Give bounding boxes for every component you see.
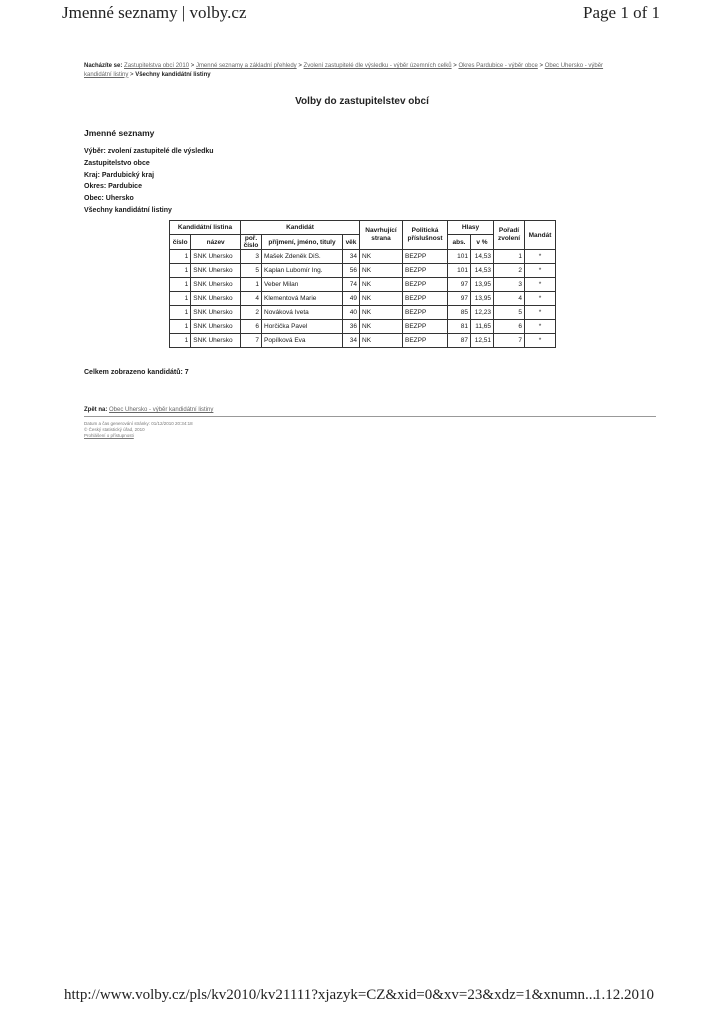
cell-cislo: 1 xyxy=(170,278,191,292)
cell-pct: 12,51 xyxy=(471,334,494,348)
cell-nazev: SNK Uhersko xyxy=(191,334,241,348)
info-line-obec: Obec: Uhersko xyxy=(84,195,134,203)
cell-jmeno: Klementová Marie xyxy=(262,292,343,306)
cell-cislo: 1 xyxy=(170,292,191,306)
page-meta xyxy=(84,421,193,439)
print-header-page: Page 1 of 1 xyxy=(583,3,660,22)
cell-abs: 101 xyxy=(448,264,471,278)
candidate-count-label: Celkem zobrazeno kandidátů: xyxy=(84,369,183,376)
cell-jmeno: Veber Milan xyxy=(262,278,343,292)
cell-vek: 40 xyxy=(343,306,360,320)
cell-por: 6 xyxy=(241,320,262,334)
cell-pct: 11,65 xyxy=(471,320,494,334)
cell-strana: NK xyxy=(360,334,403,348)
cell-vek: 34 xyxy=(343,334,360,348)
breadcrumb xyxy=(84,62,604,79)
cell-abs: 97 xyxy=(448,278,471,292)
info-line-vyber: Výběr: zvolení zastupitelé dle výsledku xyxy=(84,148,214,155)
cell-nazev: SNK Uhersko xyxy=(191,320,241,334)
breadcrumb-link-obec[interactable]: Obec Uhersko - výběr kandidátní listiny xyxy=(84,63,604,78)
cell-prislusnost: BEZPP xyxy=(403,306,448,320)
breadcrumb-current: Všechny kandidátní listiny xyxy=(135,71,211,78)
cell-nazev: SNK Uhersko xyxy=(191,292,241,306)
cell-prislusnost: BEZPP xyxy=(403,320,448,334)
cell-abs: 101 xyxy=(448,250,471,264)
table-row xyxy=(170,250,556,264)
breadcrumb-separator: > xyxy=(453,63,457,69)
info-line-okres: Okres: Pardubice xyxy=(84,183,142,191)
candidate-count-value: 7 xyxy=(184,369,189,376)
cell-mandat: * xyxy=(525,320,556,334)
header-politicka-prislusnost: Politická příslušnost xyxy=(403,221,448,250)
cell-jmeno: Popílková Eva xyxy=(262,334,343,348)
header-kandidatni-listina: Kandidátní listina xyxy=(170,221,241,235)
table-row xyxy=(170,278,556,292)
cell-mandat: * xyxy=(525,334,556,348)
cell-cislo: 1 xyxy=(170,320,191,334)
cell-cislo: 1 xyxy=(170,250,191,264)
header-hlasy: Hlasy xyxy=(448,221,494,235)
cell-vek: 74 xyxy=(343,278,360,292)
cell-por: 4 xyxy=(241,292,262,306)
info-line-zastupitelstvo: Zastupitelstvo obce xyxy=(84,159,150,167)
header-poradi-zvoleni: Pořadí zvolení xyxy=(494,221,525,250)
cell-mandat: * xyxy=(525,278,556,292)
cell-prislusnost: BEZPP xyxy=(403,334,448,348)
cell-abs: 97 xyxy=(448,292,471,306)
cell-pct: 12,23 xyxy=(471,306,494,320)
header-mandat: Mandát xyxy=(525,221,556,250)
breadcrumb-separator: > xyxy=(539,63,544,69)
back-link[interactable]: Obec Uhersko - výběr kandidátní listiny xyxy=(109,407,214,413)
header-abs: abs. xyxy=(448,235,471,250)
table-row xyxy=(170,320,556,334)
back-navigation xyxy=(84,407,213,413)
cell-strana: NK xyxy=(360,320,403,334)
cell-abs: 81 xyxy=(448,320,471,334)
cell-poradi: 2 xyxy=(494,264,525,278)
section-title: Jmenné seznamy xyxy=(84,128,155,138)
cell-pct: 13,95 xyxy=(471,278,494,292)
info-line-kraj: Kraj: Pardubický kraj xyxy=(84,171,155,179)
divider xyxy=(84,416,656,417)
cell-prislusnost: BEZPP xyxy=(403,250,448,264)
header-nazev: název xyxy=(191,235,241,250)
print-header-title: Jmenné seznamy | volby.cz xyxy=(62,3,247,22)
table-row xyxy=(170,306,556,320)
cell-prislusnost: BEZPP xyxy=(403,278,448,292)
cell-mandat: * xyxy=(525,250,556,264)
cell-vek: 56 xyxy=(343,264,360,278)
header-jmeno: příjmení, jméno, tituly xyxy=(262,235,343,250)
breadcrumb-link-jmenne-seznamy[interactable]: Jmenné seznamy a základní přehledy xyxy=(195,63,297,69)
back-label: Zpět na: xyxy=(84,407,108,413)
cell-strana: NK xyxy=(360,278,403,292)
table-row xyxy=(170,334,556,348)
header-vek: věk xyxy=(343,235,360,250)
cell-nazev: SNK Uhersko xyxy=(191,250,241,264)
cell-por: 1 xyxy=(241,278,262,292)
cell-mandat: * xyxy=(525,306,556,320)
header-pct: v % xyxy=(471,235,494,250)
cell-poradi: 3 xyxy=(494,278,525,292)
header-por-cislo: poř. číslo xyxy=(241,235,262,250)
cell-pct: 13,95 xyxy=(471,292,494,306)
cell-jmeno: Mašek Zdeněk DiS. xyxy=(262,250,343,264)
cell-prislusnost: BEZPP xyxy=(403,292,448,306)
cell-strana: NK xyxy=(360,264,403,278)
header-navrhujici-strana: Navrhující strana xyxy=(360,221,403,250)
cell-vek: 36 xyxy=(343,320,360,334)
cell-mandat: * xyxy=(525,264,556,278)
breadcrumb-link-zvoleni[interactable]: Zvolení zastupitelé dle výsledku - výběr územních celků xyxy=(303,63,452,69)
cell-abs: 85 xyxy=(448,306,471,320)
candidates-table xyxy=(169,220,556,348)
cell-cislo: 1 xyxy=(170,264,191,278)
header-cislo: číslo xyxy=(170,235,191,250)
meta-copyright: © Český statistický úřad, 2010 xyxy=(84,427,145,432)
info-line-listiny: Všechny kandidátní listiny xyxy=(84,206,172,214)
meta-generated: Datum a čas generování stránky: 01/12/2010 20:34:18 xyxy=(84,421,193,426)
cell-mandat: * xyxy=(525,292,556,306)
selection-info xyxy=(84,146,214,217)
cell-por: 3 xyxy=(241,250,262,264)
cell-nazev: SNK Uhersko xyxy=(191,264,241,278)
cell-vek: 49 xyxy=(343,292,360,306)
print-footer-url: http://www.volby.cz/pls/kv2010/kv21111?xjazyk=CZ&xid=0&xv=23&xdz=1&xnumn... xyxy=(64,987,597,1003)
cell-abs: 87 xyxy=(448,334,471,348)
breadcrumb-link-okres[interactable]: Okres Pardubice - výběr obce xyxy=(458,63,538,69)
print-footer-date: 1.12.2010 xyxy=(594,987,654,1003)
cell-vek: 34 xyxy=(343,250,360,264)
cell-pct: 14,53 xyxy=(471,264,494,278)
cell-jmeno: Kaplan Lubomír Ing. xyxy=(262,264,343,278)
cell-strana: NK xyxy=(360,292,403,306)
cell-cislo: 1 xyxy=(170,306,191,320)
cell-por: 2 xyxy=(241,306,262,320)
cell-poradi: 5 xyxy=(494,306,525,320)
breadcrumb-separator: > xyxy=(190,63,195,69)
cell-jmeno: Horčička Pavel xyxy=(262,320,343,334)
cell-strana: NK xyxy=(360,306,403,320)
breadcrumb-separator: > xyxy=(298,63,302,69)
cell-strana: NK xyxy=(360,250,403,264)
cell-pct: 14,53 xyxy=(471,250,494,264)
table-row xyxy=(170,292,556,306)
cell-nazev: SNK Uhersko xyxy=(191,306,241,320)
breadcrumb-prefix: Nacházíte se: xyxy=(84,63,123,69)
cell-jmeno: Nováková Iveta xyxy=(262,306,343,320)
cell-poradi: 6 xyxy=(494,320,525,334)
accessibility-link[interactable]: Prohlášení o přístupnosti xyxy=(84,433,134,438)
table-row xyxy=(170,264,556,278)
breadcrumb-separator: > xyxy=(130,71,134,78)
cell-por: 5 xyxy=(241,264,262,278)
cell-nazev: SNK Uhersko xyxy=(191,278,241,292)
cell-poradi: 1 xyxy=(494,250,525,264)
candidate-count xyxy=(84,369,189,376)
header-kandidat: Kandidát xyxy=(241,221,360,235)
cell-poradi: 4 xyxy=(494,292,525,306)
breadcrumb-link-zastupitelstva[interactable]: Zastupitelstva obcí 2010 xyxy=(124,63,190,69)
cell-prislusnost: BEZPP xyxy=(403,264,448,278)
page-title: Volby do zastupitelstev obcí xyxy=(295,96,429,107)
cell-cislo: 1 xyxy=(170,334,191,348)
cell-por: 7 xyxy=(241,334,262,348)
cell-poradi: 7 xyxy=(494,334,525,348)
